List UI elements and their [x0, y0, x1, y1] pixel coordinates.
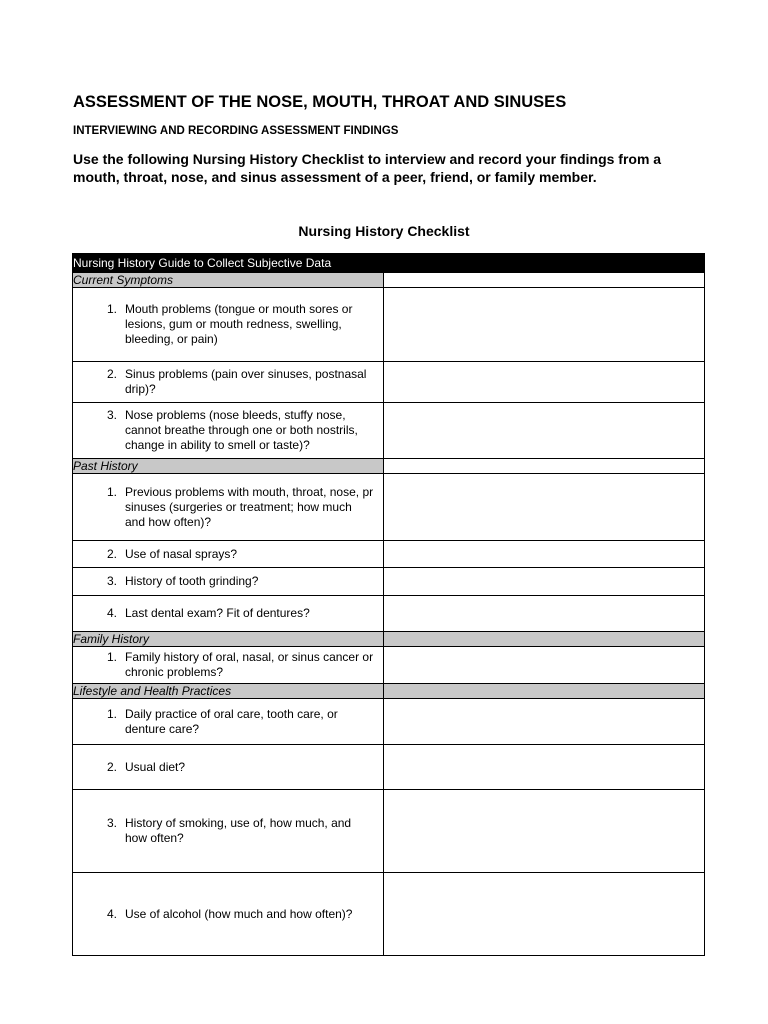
question-text: Use of nasal sprays?	[125, 546, 238, 561]
table-header-row	[73, 254, 705, 273]
question-text: Daily practice of oral care, tooth care, or denture care?	[125, 706, 338, 736]
table-row	[73, 568, 705, 596]
question-number: 2.	[106, 367, 117, 381]
question-number: 4.	[106, 906, 117, 921]
section-label: Family History	[73, 632, 384, 647]
question-number: 1.	[106, 302, 117, 316]
question-number: 2.	[106, 759, 117, 774]
answer-cell[interactable]	[384, 596, 705, 632]
answer-cell[interactable]	[384, 790, 705, 873]
question-cell	[73, 647, 384, 684]
question-cell	[73, 596, 384, 632]
section-label: Past History	[73, 459, 384, 474]
question-cell	[73, 568, 384, 596]
answer-cell[interactable]	[384, 362, 705, 403]
question-cell	[73, 790, 384, 873]
question-number: 1.	[106, 706, 117, 721]
page-subtitle: INTERVIEWING AND RECORDING ASSESSMENT FINDINGS	[73, 125, 399, 137]
answer-cell[interactable]	[384, 288, 705, 362]
question-text: History of smoking, use of, how much, and how often?	[125, 816, 352, 845]
checklist-title: Nursing History Checklist	[298, 223, 470, 239]
question-number: 3.	[106, 408, 117, 422]
answer-cell[interactable]	[384, 699, 705, 745]
answer-cell[interactable]	[384, 541, 705, 568]
question-number: 2.	[106, 546, 117, 561]
question-number: 3.	[106, 816, 117, 830]
question-number: 4.	[106, 606, 117, 620]
table-row	[73, 647, 705, 684]
answer-cell[interactable]	[384, 568, 705, 596]
answer-cell[interactable]	[384, 403, 705, 459]
question-number: 3.	[106, 574, 117, 588]
table-row	[73, 745, 705, 790]
question-cell	[73, 288, 384, 362]
section-row-family-history	[73, 632, 705, 647]
question-cell	[73, 745, 384, 790]
question-text: Mouth problems (tongue or mouth sores or lesions, gum or mouth redness, swelling, bleeding, or pain)	[125, 302, 353, 346]
question-cell	[73, 873, 384, 956]
question-text: Usual diet?	[125, 759, 186, 774]
question-cell	[73, 699, 384, 745]
section-blank-cell	[384, 684, 705, 699]
question-cell	[73, 474, 384, 541]
table-row	[73, 474, 705, 541]
question-text: Nose problems (nose bleeds, stuffy nose, cannot breathe through one or both nostrils, change in ability to smell or taste)?	[125, 408, 358, 452]
question-text: History of tooth grinding?	[125, 574, 259, 588]
table-row	[73, 596, 705, 632]
question-text: Sinus problems (pain over sinuses, postnasal drip)?	[125, 367, 367, 396]
table-row	[73, 541, 705, 568]
question-text: Use of alcohol (how much and how often)?	[125, 906, 353, 921]
section-blank-cell	[384, 459, 705, 474]
question-text: Previous problems with mouth, throat, nose, pr sinuses (surgeries or treatment; how much and how often)?	[125, 484, 374, 529]
section-row-current-symptoms	[73, 273, 705, 288]
section-blank-cell	[384, 632, 705, 647]
question-text: Family history of oral, nasal, or sinus cancer or chronic problems?	[125, 650, 374, 679]
table-row	[73, 790, 705, 873]
question-number: 1.	[106, 650, 117, 664]
question-text: Last dental exam? Fit of dentures?	[125, 606, 310, 620]
question-cell	[73, 541, 384, 568]
instructions-text: Use the following Nursing History Checklist to interview and record your findings from a mouth, throat, nose, and sinus assessment of a peer, friend, or family member.	[73, 151, 662, 185]
table-header: Nursing History Guide to Collect Subjective Data	[73, 254, 705, 273]
question-cell	[73, 403, 384, 459]
nursing-history-table	[72, 253, 705, 956]
section-label: Lifestyle and Health Practices	[73, 684, 384, 699]
answer-cell[interactable]	[384, 647, 705, 684]
table-row	[73, 403, 705, 459]
question-cell	[73, 362, 384, 403]
answer-cell[interactable]	[384, 873, 705, 956]
section-label: Current Symptoms	[73, 273, 384, 288]
table-row	[73, 699, 705, 745]
section-blank-cell	[384, 273, 705, 288]
table-row	[73, 873, 705, 956]
table-row	[73, 288, 705, 362]
section-row-past-history	[73, 459, 705, 474]
answer-cell[interactable]	[384, 474, 705, 541]
question-number: 1.	[106, 484, 117, 499]
section-row-lifestyle	[73, 684, 705, 699]
answer-cell[interactable]	[384, 745, 705, 790]
page-title: ASSESSMENT OF THE NOSE, MOUTH, THROAT AND SINUSES	[73, 93, 567, 111]
table-row	[73, 362, 705, 403]
